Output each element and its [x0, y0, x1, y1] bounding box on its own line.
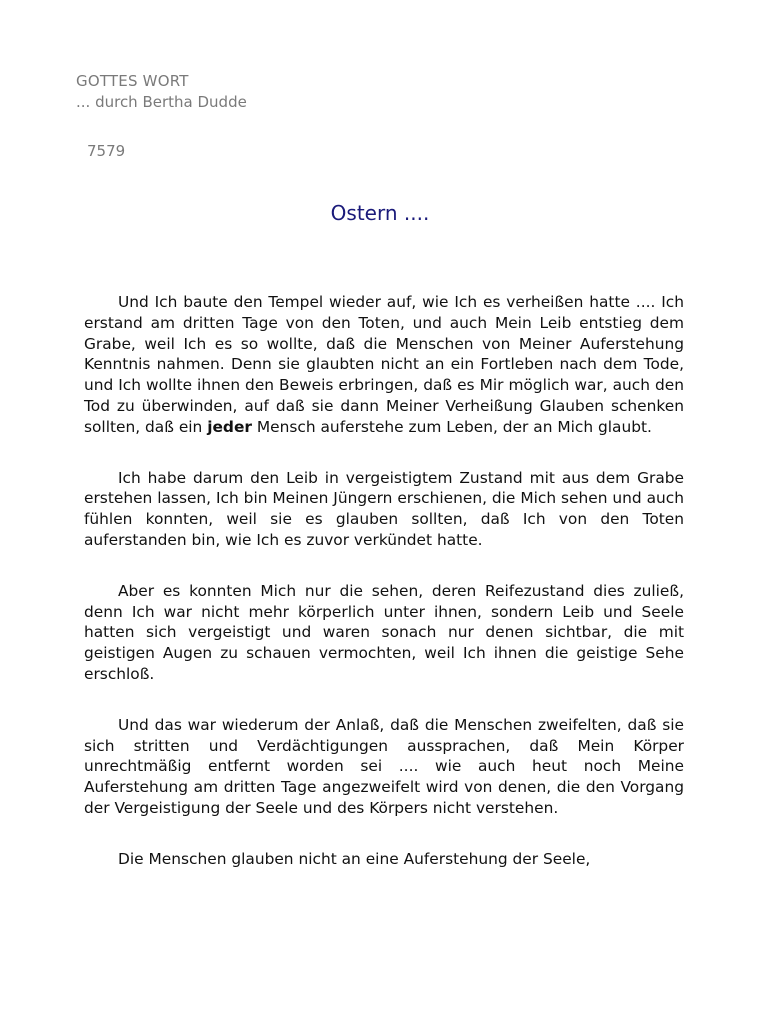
- document-title: Ostern ....: [330, 201, 430, 225]
- paragraph-4: Und das war wiederum der Anlaß, daß die Menschen zweifelten, daß sie sich stritten und Verdächtigungen aussprachen, daß Mein Körper unrechtmäßig entfernt worden sei .... wie auch heut noch Meine Auferstehung am dritten Tage angezweifelt wird von denen, die den Vorgang der Vergeistigung der Seele und des Körpers nicht verstehen.: [84, 715, 684, 817]
- paragraph-5: Die Menschen glauben nicht an eine Auferstehung der Seele,: [118, 849, 591, 868]
- paragraph-1-after: Mensch auferstehe zum Leben, der an Mich glaubt.: [251, 417, 652, 436]
- paragraph-3: Aber es konnten Mich nur die sehen, deren Reifezustand dies zuließ, denn Ich war nicht mehr körperlich unter ihnen, sondern Leib und Seele hatten sich vergeistigt und waren sonach nur denen sichtbar, die mit geistigen Augen zu schauen vermochten, weil Ich ihnen die geistige Sehe erschloß.: [84, 581, 684, 683]
- header-author: ... durch Bertha Dudde: [76, 93, 247, 111]
- paragraph-2: Ich habe darum den Leib in vergeistigtem Zustand mit aus dem Grabe erstehen lassen, Ich bin Meinen Jüngern erschienen, die Mich sehen und auch fühlen konnten, weil sie es glauben sollten, daß Ich von den Toten auferstanden bin, wie Ich es zuvor verkündet hatte.: [84, 468, 684, 549]
- header-title: GOTTES WORT: [76, 72, 189, 90]
- paragraph-1-before: Und Ich baute den Tempel wieder auf, wie Ich es verheißen hatte .... Ich erstand am dritten Tage von den Toten, und auch Mein Leib entstieg dem Grabe, weil Ich es so wollte, daß die Menschen von Meiner Auferstehung Kenntnis nahmen. Denn sie glaubten nicht an ein Fortleben nach dem Tode, und Ich wollte ihnen den Beweis erbringen, daß es Mir möglich war, auch den Tod zu überwinden, auf daß sie dann Meiner Verheißung Glauben schenken sollten, daß ein: [84, 293, 684, 436]
- paragraph-1: [84, 292, 684, 438]
- paragraph-1-emphasis: jeder: [207, 417, 252, 436]
- document-body: [84, 292, 684, 870]
- document-number: 7579: [87, 142, 126, 160]
